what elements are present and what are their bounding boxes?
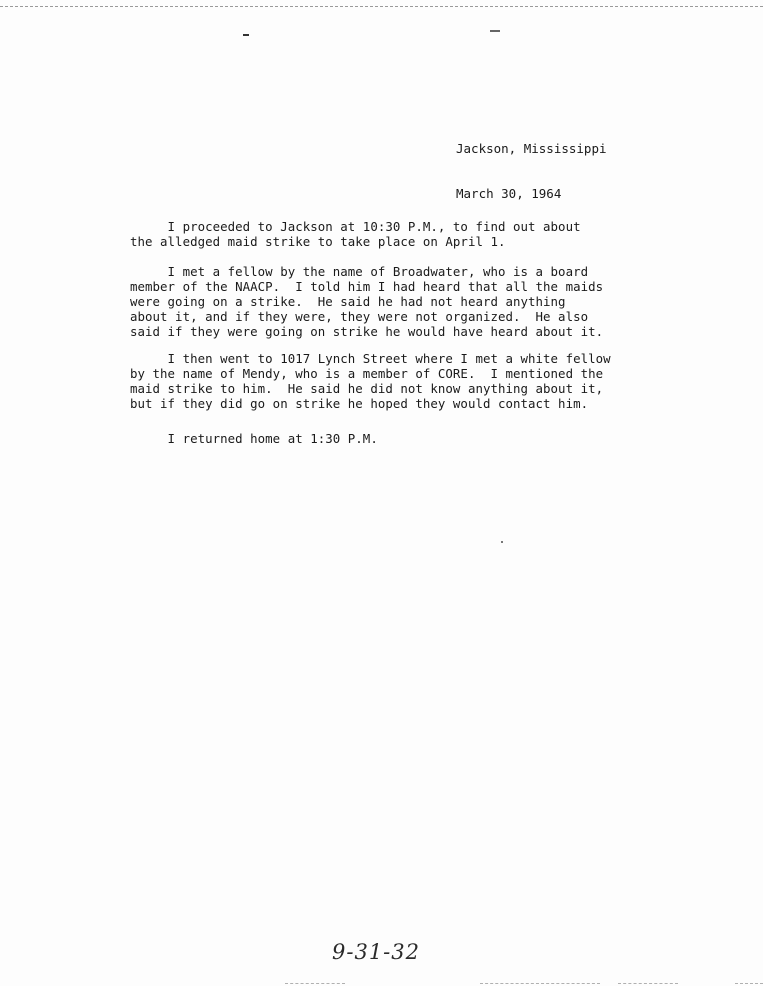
speck-mark [490,30,500,32]
handwritten-file-number: 9-31-32 [332,940,420,964]
bottom-edge-dashes [618,983,678,984]
dateline [456,111,607,231]
paragraph-1: I proceeded to Jackson at 10:30 P.M., to find out about the alledged maid strike to take place on April 1. [130,219,581,249]
paragraph-2: I met a fellow by the name of Broadwater, who is a board member of the NAACP. I told him I had heard that all the maids were going on a strike. He said he had not heard anything about it, and if they were, they were not organized. He also said if they were going on strike he would have heard about it. [130,264,604,339]
dateline-date: March 30, 1964 [456,186,562,201]
bottom-edge-dashes [480,983,600,984]
speck-mark [243,34,249,36]
dateline-place: Jackson, Mississippi [456,141,607,156]
bottom-edge-dashes [735,983,763,984]
speck-mark [501,541,503,543]
paragraph-3: I then went to 1017 Lynch Street where I met a white fellow by the name of Mendy, who is a member of CORE. I mentioned the maid strike to him. He said he did not know anything about it, but if they did go on strike he hoped they would contact him. [130,351,611,411]
top-edge-dashes [0,6,763,7]
paragraph-4: I returned home at 1:30 P.M. [130,431,378,446]
bottom-edge-dashes [285,983,345,984]
